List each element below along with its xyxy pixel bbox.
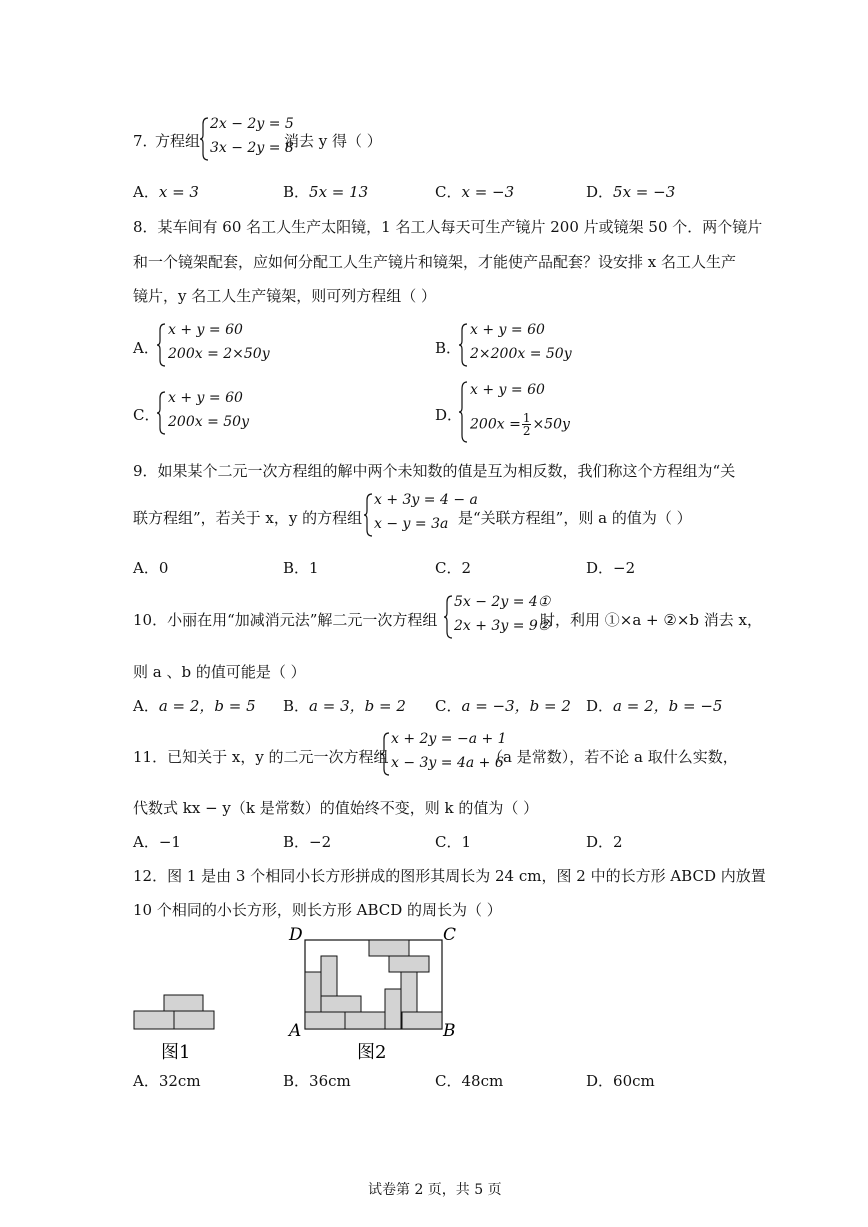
q9-option-a: 0 [158,559,169,577]
q8-option-a-eq1: x + y = 60 [168,322,243,338]
fig2-rect [402,1012,442,1029]
fig1-rect-bottom-right [174,1011,214,1029]
q7-option-b-letter: B． [283,183,310,201]
q9-option-d: −2 [613,559,636,577]
q8-option-c-eq2: 200x = 50y [168,414,249,430]
q10-eq1: 5x − 2y = 4① [454,594,551,610]
q11-option-d: 2 [613,833,623,851]
q12-figures [125,920,485,1070]
corner-label-b: B [443,1021,456,1041]
q8-option-d-letter: D． [435,406,463,424]
q11-equation-system [381,731,507,777]
q12-option-d: 60cm [613,1072,655,1090]
q7-option-d: 5x = −3 [613,183,676,201]
fig1-caption: 图1 [161,1042,191,1063]
q10-eq2: 2x + 3y = 9② [454,618,551,634]
q9-eq1: x + 3y = 4 − a [374,492,478,508]
q12-line-2: 10 个相同的小长方形，则长方形 ABCD 的周长为（ ） [133,901,502,919]
left-brace-icon [157,390,167,436]
q10-option-b-letter: B． [283,697,310,715]
q11-eq1: x + 2y = −a + 1 [391,731,507,747]
q12-option-b-letter: B． [283,1072,310,1090]
q11-option-b-letter: B． [283,833,310,851]
q11-line-2: 代数式 kx − y（k 是常数）的值始终不变，则 k 的值为（ ） [133,799,539,817]
left-brace-icon [157,322,167,368]
q11-option-c: 1 [461,833,472,851]
q7-number: 7． [133,132,158,150]
fig2-rect [305,1012,345,1029]
corner-label-a: A [289,1021,302,1041]
q10-option-c: a = −3，b = 2 [461,697,571,715]
q7-option-a: x = 3 [158,183,199,201]
q10-option-d: a = 2，b = −5 [613,697,723,715]
q10-option-d-letter: D． [586,697,614,715]
q8-option-d-eq2-pre: 200x = [470,416,521,433]
q8-option-b-letter: B． [435,339,462,357]
q11-line-1-post: （a 是常数），若不论 a 取什么实数， [488,748,738,766]
q10-line-1-pre: 10．小丽在用“加减消元法”解二元一次方程组 [133,611,438,629]
q8-line-2: 和一个镜架配套，应如何分配工人生产镜片和镜架，才能使产品配套？设安排 x 名工人生产 [133,253,736,271]
q12-option-d-letter: D． [586,1072,614,1090]
fig1-rect-top [164,995,203,1011]
fig2-rect [321,996,361,1012]
fraction-denominator: 2 [522,424,531,438]
left-brace-icon [381,731,391,777]
q8-option-d-eq2-post: ×50y [532,416,570,433]
q12-line-1: 12．图 1 是由 3 个相同小长方形拼成的图形其周长为 24 cm，图 2 中的长方形 ABCD 内放置 [133,867,766,885]
q11-eq2: x − 3y = 4a + 6 [391,755,504,771]
q8-line-3: 镜片，y 名工人生产镜架，则可列方程组（ ） [133,287,437,305]
q7-option-c: x = −3 [461,183,515,201]
q7-option-b: 5x = 13 [309,183,369,201]
q10-option-a: a = 2，b = 5 [158,697,256,715]
q12-option-b: 36cm [309,1072,351,1090]
q8-option-b-eq2: 2×200x = 50y [470,346,572,362]
q8-option-d-fraction [522,412,532,437]
q10-line-1-post: 时，利用 ①×a + ②×b 消去 x， [540,611,762,629]
fig2-rect [345,1012,385,1029]
fig2-rect [389,956,429,972]
q11-line-1-pre: 11．已知关于 x，y 的二元一次方程组 [133,748,389,766]
fig2-rect [401,972,417,1012]
q9-option-c-letter: C． [435,559,462,577]
q10-option-c-letter: C． [435,697,462,715]
q9-line-2-post: 是“关联方程组”，则 a 的值为（ ） [458,509,692,527]
q10-option-a-letter: A． [133,697,159,715]
q8-option-b-eq1: x + y = 60 [470,322,545,338]
q9-option-b: 1 [309,559,319,577]
q7-prefix: 方程组 [155,132,201,150]
q9-line-1: 9．如果某个二元一次方程组的解中两个未知数的值是互为相反数，我们称这个方程组为“关 [133,462,736,480]
q7-option-d-letter: D． [586,183,614,201]
q9-line-2-pre: 联方程组”，若关于 x，y 的方程组 [133,509,363,527]
q7-suffix: 消去 y 得（ ） [284,132,382,150]
left-brace-icon [459,380,469,444]
q7-option-c-letter: C． [435,183,462,201]
q10-line-2: 则 a 、b 的值可能是（ ） [133,663,306,681]
q11-option-c-letter: C． [435,833,462,851]
q7-eq2: 3x − 2y = 8 [210,140,294,156]
q7-equation-system [200,116,294,162]
q8-line-1: 8．某车间有 60 名工人生产太阳镜，1 名工人每天可生产镜片 200 片或镜架 50 个．两个镜片 [133,218,763,236]
figure-1 [134,995,214,1063]
q12-option-a-letter: A． [133,1072,159,1090]
fig2-rect [305,972,321,1012]
q12-option-a: 32cm [158,1072,201,1090]
q7-eq1: 2x − 2y = 5 [210,116,294,132]
fig2-rect [321,956,337,996]
corner-label-c: C [443,925,457,945]
q9-option-d-letter: D． [586,559,614,577]
left-brace-icon [200,116,210,162]
q9-eq2: x − y = 3a [374,516,449,532]
q8-option-a-eq2: 200x = 2×50y [168,346,270,362]
q12-option-c: 48cm [461,1072,504,1090]
q11-option-a-letter: A． [133,833,159,851]
left-brace-icon [444,594,454,640]
q11-option-a: −1 [158,833,181,851]
q11-option-d-letter: D． [586,833,614,851]
q9-option-b-letter: B． [283,559,310,577]
q9-option-c: 2 [461,559,472,577]
corner-label-d: D [289,925,303,945]
q11-option-b: −2 [309,833,332,851]
fig1-rect-bottom-left [134,1011,174,1029]
page-footer: 试卷第 2 页，共 5 页 [368,1182,502,1198]
q7-option-a-letter: A． [133,183,159,201]
fig2-rect [369,940,409,956]
left-brace-icon [459,322,469,368]
q8-option-d-eq1: x + y = 60 [470,382,545,398]
q9-option-a-letter: A． [133,559,159,577]
figure-2 [287,925,456,1063]
fraction-numerator: 1 [522,411,531,425]
q12-option-c-letter: C． [435,1072,462,1090]
q9-equation-system [364,492,478,538]
q8-option-c-letter: C． [133,406,160,424]
fig2-rect [385,989,401,1029]
q10-option-b: a = 3，b = 2 [309,697,406,715]
q8-option-c-eq1: x + y = 60 [168,390,243,406]
q10-equation-system [444,594,551,640]
fig2-caption: 图2 [357,1042,387,1063]
left-brace-icon [364,492,374,538]
q8-option-a-letter: A． [133,339,159,357]
